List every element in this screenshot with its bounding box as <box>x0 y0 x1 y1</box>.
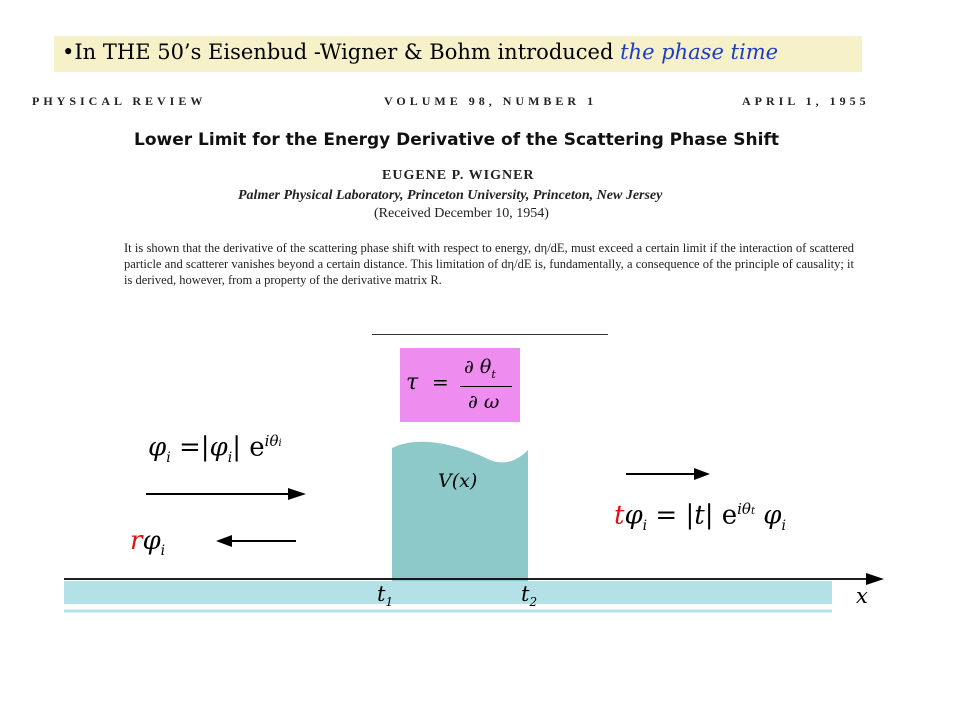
transmitted-arrow-shaft <box>626 473 696 475</box>
transmitted-tail-phi: φ <box>754 500 782 531</box>
incident-abs-sub: i <box>227 449 233 466</box>
transmitted-abs: t <box>694 500 705 531</box>
reflected-wave-label <box>130 526 165 559</box>
incident-exp-sub: i <box>278 438 282 449</box>
incident-exp: iθ <box>264 432 279 450</box>
incident-arrow-shaft <box>146 493 290 495</box>
incident-phi: φ <box>148 432 167 463</box>
journal-date: APRIL 1, 1955 <box>742 94 870 108</box>
paper-title: Lower Limit for the Energy Derivative of the Scattering Phase Shift <box>134 130 779 150</box>
reflected-phi: φ <box>142 526 161 556</box>
t2-letter: t <box>521 582 530 606</box>
header-highlight: the phase time <box>620 40 779 64</box>
paper-author: EUGENE P. WIGNER <box>382 168 535 183</box>
potential-label: V(x) <box>438 470 478 492</box>
x-axis-arrowhead <box>866 573 884 585</box>
transmitted-phi: φ <box>624 500 643 531</box>
formula-numerator-text: ∂ θ <box>464 356 492 378</box>
reflected-coef: r <box>130 526 143 556</box>
transmitted-exp-sub: t <box>750 506 755 517</box>
formula-equals: = <box>432 370 449 394</box>
incident-abs-phi: φ <box>209 432 228 463</box>
transmitted-sub: i <box>642 517 648 534</box>
transmitted-wave-label <box>614 500 786 534</box>
reflected-arrow-shaft <box>230 540 296 542</box>
incident-close: | e <box>232 432 265 463</box>
incident-sub: i <box>166 449 171 466</box>
t2-sub: 2 <box>529 595 538 610</box>
x-axis-label: x <box>856 584 868 608</box>
transmitted-arrowhead <box>694 466 710 482</box>
header-main-text: In THE 50’s Eisenbud -Wigner & Bohm introduced <box>74 40 621 64</box>
incident-arrowhead <box>288 486 306 502</box>
transmitted-close: | e <box>704 500 738 531</box>
incident-wave-label <box>148 432 282 466</box>
transmitted-exp: iθ <box>737 500 751 518</box>
potential-barrier <box>392 442 528 581</box>
reflected-sub: i <box>160 543 166 560</box>
journal-name: PHYSICAL REVIEW <box>32 94 207 108</box>
formula-tau: τ <box>406 370 419 395</box>
header-bullet: • <box>62 40 75 64</box>
transmitted-coef: t <box>614 500 625 531</box>
paper-received: (Received December 10, 1954) <box>374 206 549 221</box>
formula-denominator: ∂ ω <box>468 391 500 413</box>
transmitted-tail-sub: i <box>781 517 786 534</box>
time-marker-t2 <box>521 582 537 609</box>
paper-abstract: It is shown that the derivative of the scattering phase shift with respect to energy, dη/dE, must exceed a certain limit if the interaction of scattered particle and scatterer vanishes beyond a certain distance. This limitation of dη/dE is, fundamentally, a consequence of the principle of causality; it is derived, however, from a property of the derivative matrix R. <box>124 241 854 287</box>
journal-volume: VOLUME 98, NUMBER 1 <box>384 94 598 108</box>
paper-affiliation: Palmer Physical Laboratory, Princeton University, Princeton, New Jersey <box>238 188 663 203</box>
time-marker-t1 <box>377 582 393 609</box>
transmitted-eq: = | <box>647 500 695 531</box>
ground-region <box>64 581 832 604</box>
t1-letter: t <box>377 582 386 606</box>
t1-sub: 1 <box>385 595 394 610</box>
incident-eq: =| <box>170 432 210 463</box>
formula-numerator-sub: t <box>491 367 496 381</box>
